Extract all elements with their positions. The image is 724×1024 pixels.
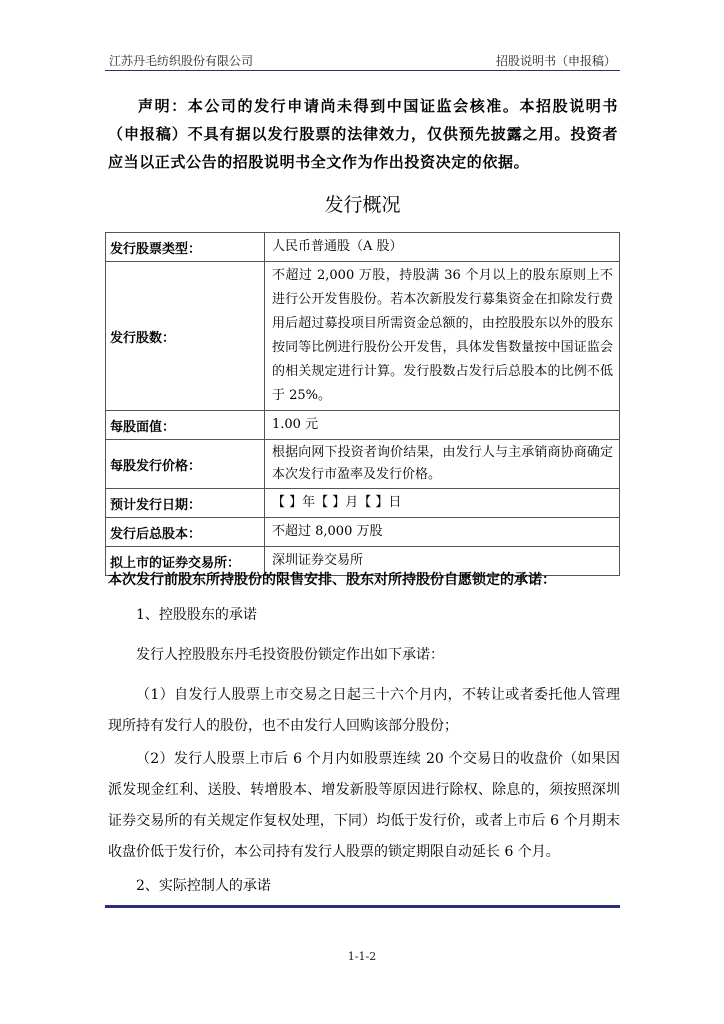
row-label: 发行后总股本： <box>106 518 265 547</box>
header-rule <box>105 70 620 71</box>
section-2-title: 2、实际控制人的承诺 <box>136 878 271 894</box>
row-value: 根据向网下投资者询价结果，由发行人与主承销商协商确定本次发行市盈率及发行价格。 <box>265 440 620 489</box>
section-1-title: 1、控股股东的承诺 <box>136 607 257 623</box>
page-title: 发行概况 <box>324 194 401 216</box>
offering-summary-table <box>105 232 620 576</box>
row-label: 预计发行日期： <box>106 489 265 518</box>
row-value: 不超过 2,000 万股，持股满 36 个月以上的股东原则上不进行公开发售股份。若本次新股发行募集资金在扣除发行费用后超过募投项目所需资金总额的，由控股股东以外的股东按同等比例进行股份公开发售，具体发售数量按中国证监会的相关规定进行计算。发行股数占发行后总股本的比例不低于 25%。 <box>265 262 620 411</box>
page-header <box>105 50 620 70</box>
table-row <box>106 233 620 262</box>
header-document-type: 招股说明书（申报稿） <box>495 54 616 68</box>
row-label: 拟上市的证券交易所： <box>106 547 265 576</box>
row-label: 每股面值： <box>106 411 265 440</box>
footer-rule <box>105 905 620 908</box>
page-number: 1-1-2 <box>347 950 377 963</box>
row-value: 【 】年【 】月【 】日 <box>265 489 620 518</box>
row-value: 不超过 8,000 万股 <box>265 518 620 547</box>
row-label: 每股发行价格： <box>106 440 265 489</box>
row-label: 发行股数： <box>106 262 265 411</box>
row-label: 发行股票类型： <box>106 233 265 262</box>
table-row <box>106 489 620 518</box>
row-value: 1.00 元 <box>265 411 620 440</box>
table-row <box>106 262 620 411</box>
row-value: 人民币普通股（A 股） <box>265 233 620 262</box>
table-row <box>106 518 620 547</box>
row-value: 深圳证券交易所 <box>265 547 620 576</box>
table-row <box>106 411 620 440</box>
header-company-name: 江苏丹毛纺织股份有限公司 <box>109 54 254 68</box>
disclaimer-statement: 声明：本公司的发行申请尚未得到中国证监会核准。本招股说明书（申报稿）不具有据以发行股票的法律效力，仅供预先披露之用。投资者应当以正式公告的招股说明书全文作为作出投资决定的依据。 <box>108 97 618 171</box>
commitment-item-2: （2）发行人股票上市后 6 个月内如股票连续 20 个交易日的收盘价（如果因派发现金红利、送股、转增股本、增发新股等原因进行除权、除息的，须按照深圳证券交易所的有关规定作复权处理，下同）均低于发行价，或者上市后 6 个月期末收盘价低于发行价，本公司持有发行人股票的锁定期限自动延长 6 个月。 <box>108 751 620 860</box>
table-row <box>106 440 620 489</box>
commitments-heading: 本次发行前股东所持股份的限售安排、股东对所持股份自愿锁定的承诺： <box>108 572 556 588</box>
section-1-intro: 发行人控股股东丹毛投资股份锁定作出如下承诺： <box>136 647 444 663</box>
commitment-item-1: （1）自发行人股票上市交易之日起三十六个月内，不转让或者委托他人管理现所持有发行人的股份，也不由发行人回购该部分股份； <box>108 687 620 734</box>
